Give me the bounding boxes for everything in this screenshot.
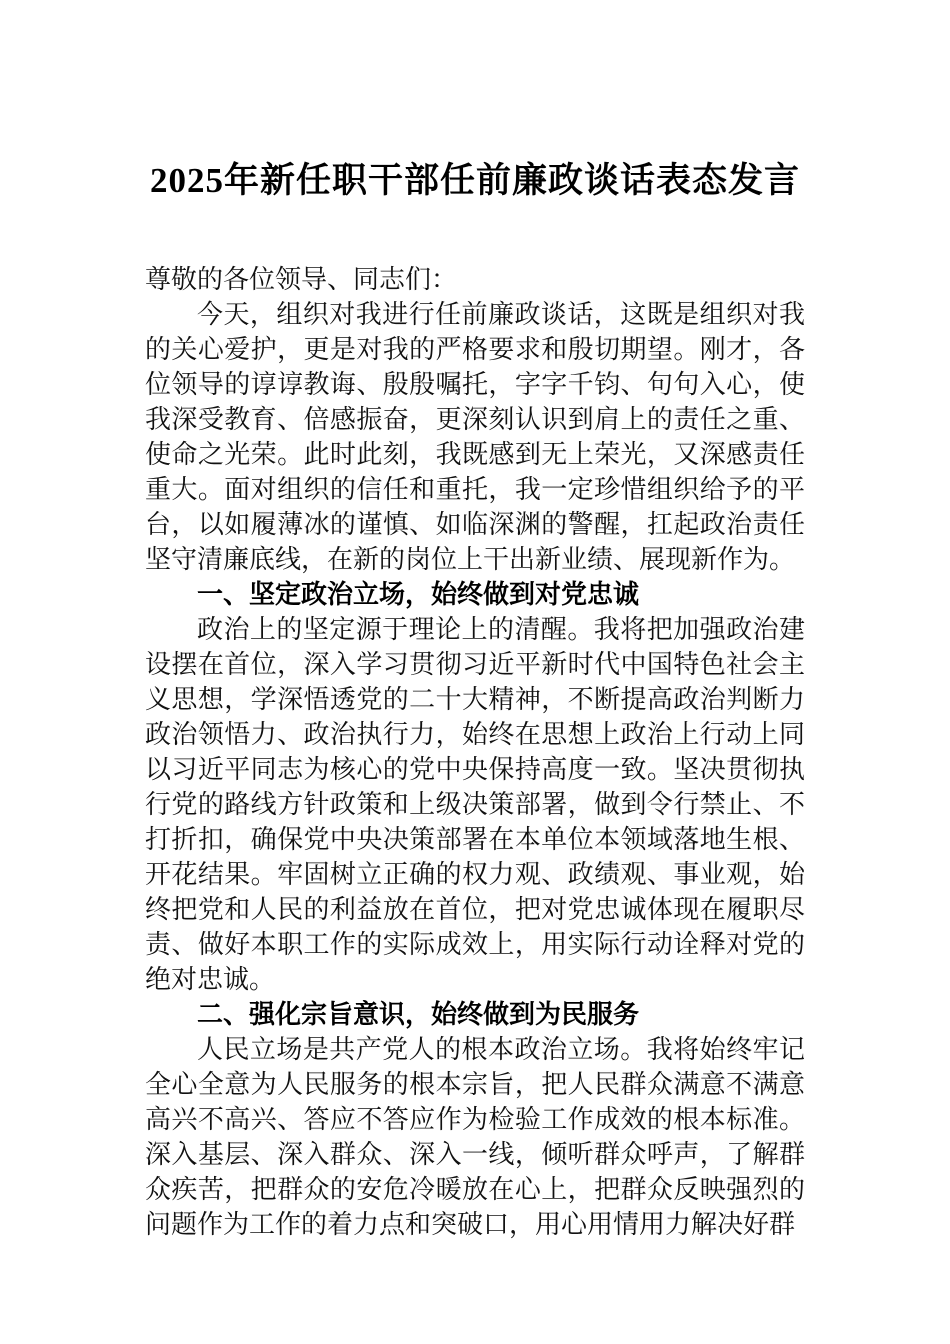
document-body [145, 262, 805, 1242]
salutation-line: 尊敬的各位领导、同志们： [145, 265, 458, 294]
section-heading-1: 一、坚定政治立场，始终做到对党忠诚 [197, 579, 640, 609]
paragraph-section-2: 人民立场是共产党人的根本政治立场。我将始终牢记全心全意为人民服务的根本宗旨，把人民群众满意不满意高兴不高兴、答应不答应作为检验工作成效的根本标准。深入基层、深入群众、深入一线，倾听群众呼声，了解群众疾苦，把群众的安危冷暖放在心上，把群众反映强烈的问题作为工作的着力点和突破口，用心用情用力解决好群 [145, 1035, 805, 1239]
section-heading-2: 二、强化宗旨意识，始终做到为民服务 [197, 999, 640, 1029]
paragraph-opening: 今天，组织对我进行任前廉政谈话，这既是组织对我的关心爱护，更是对我的严格要求和殷切期望。刚才，各位领导的谆谆教诲、殷殷嘱托，字字千钧、句句入心，使我深受教育、倍感振奋，更深刻认识到肩上的责任之重、使命之光荣。此时此刻，我既感到无上荣光，又深感责任重大。面对组织的信任和重托，我一定珍惜组织给予的平台，以如履薄冰的谨慎、如临深渊的警醒，扛起政治责任坚守清廉底线，在新的岗位上干出新业绩、展现新作为。 [145, 300, 805, 574]
paragraph-section-1: 政治上的坚定源于理论上的清醒。我将把加强政治建设摆在首位，深入学习贯彻习近平新时代中国特色社会主义思想，学深悟透党的二十大精神，不断提高政治判断力政治领悟力、政治执行力，始终在思想上政治上行动上同以习近平同志为核心的党中央保持高度一致。坚决贯彻执行党的路线方针政策和上级决策部署，做到令行禁止、不打折扣，确保党中央决策部署在本单位本领域落地生根、开花结果。牢固树立正确的权力观、政绩观、事业观，始终把党和人民的利益放在首位，把对党忠诚体现在履职尽责、做好本职工作的实际成效上，用实际行动诠释对党的绝对忠诚。 [145, 615, 805, 994]
document-title: 2025年新任职干部任前廉政谈话表态发言 [149, 161, 800, 200]
